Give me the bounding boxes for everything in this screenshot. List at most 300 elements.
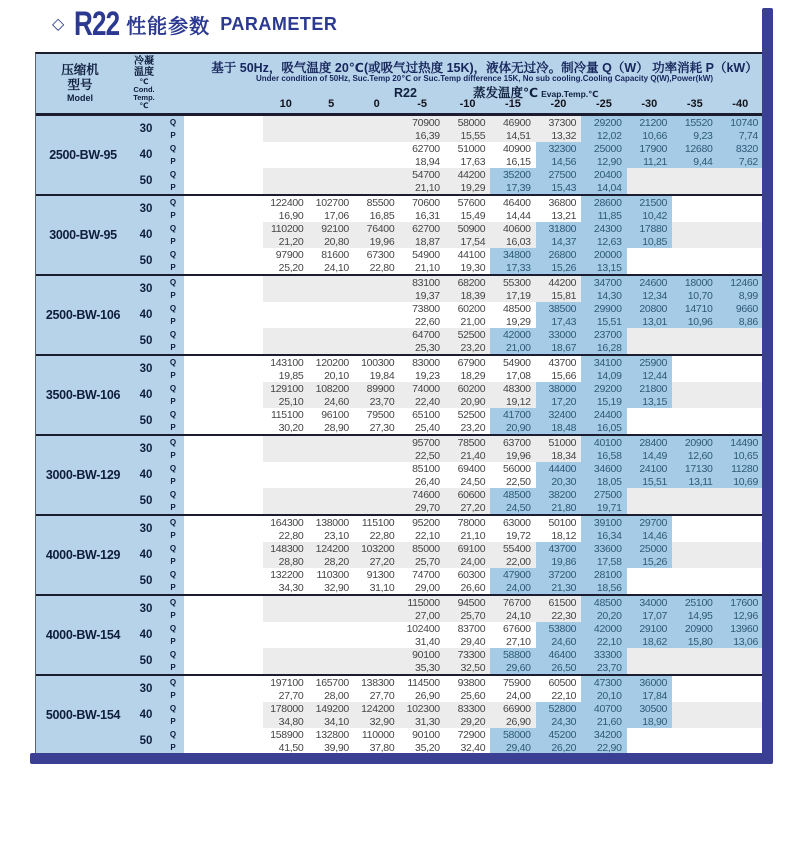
data-cell: 43700	[548, 356, 577, 369]
data-cell	[263, 155, 308, 168]
data-cell: 18,62	[627, 635, 672, 648]
model-header-cn1: 压缩机	[61, 63, 99, 77]
cond-temp-column	[130, 196, 162, 274]
data-cell: 46900	[490, 116, 535, 129]
data-cell: 24,10	[324, 261, 349, 274]
data-cell: 17,39	[490, 181, 535, 194]
data-cell	[308, 168, 353, 181]
data-cell	[354, 116, 399, 129]
data-cell: 17880	[627, 222, 672, 235]
cond-temp-value: 30	[139, 683, 153, 695]
data-cell	[354, 488, 399, 501]
data-cell: 48500	[581, 596, 626, 609]
data-cell: 197100	[270, 676, 304, 689]
data-cell	[308, 155, 353, 168]
data-cell: 13,01	[627, 315, 672, 328]
data-cell: 25,70	[399, 555, 444, 568]
data-cell: 47300	[581, 676, 626, 689]
data-cell	[672, 395, 717, 408]
data-cell: 60600	[445, 488, 490, 501]
data-cell	[627, 488, 672, 501]
data-cell: 10,66	[627, 129, 672, 142]
data-cell: 26,50	[536, 661, 581, 674]
data-cell: 17,58	[581, 555, 626, 568]
data-cell	[354, 596, 399, 609]
data-cell: 21,40	[445, 449, 490, 462]
data-cell: 25,10	[263, 395, 308, 408]
data-cell	[263, 276, 308, 289]
data-cell: 78000	[457, 516, 486, 529]
refrigerant-label: R22	[394, 86, 417, 100]
data-cell: 27,20	[354, 555, 399, 568]
qp-label: P	[170, 423, 176, 432]
data-cell	[263, 449, 308, 462]
data-cell	[718, 222, 763, 235]
data-rows	[184, 276, 763, 354]
data-cell: 34600	[581, 462, 626, 475]
data-cell: 95200	[412, 516, 440, 529]
data-cell	[672, 568, 717, 581]
data-row	[184, 689, 763, 702]
data-row	[184, 248, 763, 261]
data-row	[184, 181, 763, 194]
data-cell: 34,30	[278, 581, 304, 594]
data-cell: 20,10	[581, 689, 626, 702]
data-row	[184, 168, 763, 181]
data-cell: 11280	[718, 462, 763, 475]
data-cell: 17,54	[445, 235, 490, 248]
data-cell	[672, 542, 717, 555]
data-cell: 24,00	[490, 581, 535, 594]
data-row	[184, 529, 763, 542]
data-row	[184, 276, 763, 289]
data-cell: 26,90	[490, 715, 535, 728]
data-cell	[354, 142, 399, 155]
data-cell: 18,67	[536, 341, 581, 354]
qp-label: P	[170, 397, 176, 406]
data-cell: 94500	[445, 596, 490, 609]
data-cell: 22,50	[505, 475, 531, 488]
model-block	[36, 116, 763, 196]
data-cell: 19,96	[354, 235, 399, 248]
data-cell	[718, 382, 763, 395]
data-cell	[718, 261, 763, 274]
data-cell: 21,00	[490, 341, 535, 354]
data-cell: 21,80	[536, 501, 581, 514]
data-cell	[718, 168, 763, 181]
data-row	[184, 555, 763, 568]
data-cell: 42000	[581, 622, 626, 635]
data-cell: 15,51	[581, 315, 626, 328]
page-title	[52, 6, 337, 42]
cond-temp-value: 50	[139, 335, 153, 347]
data-cell: 35,20	[415, 741, 440, 754]
data-cell: 67300	[366, 248, 395, 261]
data-cell: 14,37	[536, 235, 581, 248]
data-cell: 24,00	[445, 555, 490, 568]
data-cell: 60300	[457, 568, 486, 581]
data-cell: 27,30	[369, 421, 395, 434]
data-cell: 13,06	[718, 635, 763, 648]
data-row	[184, 289, 763, 302]
data-cell	[263, 116, 308, 129]
qp-label: P	[170, 717, 176, 726]
data-cell: 17,43	[536, 315, 581, 328]
data-cell: 31,40	[415, 635, 440, 648]
data-cell: 149200	[308, 702, 353, 715]
data-cell: 28100	[581, 568, 626, 581]
data-cell	[672, 222, 717, 235]
data-cell	[718, 196, 763, 209]
data-cell	[672, 181, 717, 194]
cond-temp-column	[130, 356, 162, 434]
data-cell: 24,50	[490, 501, 535, 514]
data-cell	[627, 168, 672, 181]
data-cell: 10,96	[672, 315, 717, 328]
data-cell: 21800	[627, 382, 672, 395]
data-cell: 73800	[412, 302, 440, 315]
qp-label: Q	[169, 358, 177, 367]
data-cell: 110300	[316, 568, 349, 581]
column-header: -20	[550, 98, 567, 110]
data-cell	[354, 436, 399, 449]
qp-label: Q	[169, 570, 177, 579]
data-cell: 20,10	[324, 369, 349, 382]
data-cell	[718, 421, 763, 434]
data-cell	[627, 501, 672, 514]
data-cell	[354, 475, 399, 488]
data-cell: 29,40	[460, 635, 486, 648]
data-cell: 138000	[315, 516, 349, 529]
data-cell	[354, 289, 399, 302]
title-cn: 性能参数	[126, 15, 211, 38]
data-cell: 25100	[672, 596, 717, 609]
data-cell: 23,70	[581, 661, 626, 674]
data-cell	[672, 235, 717, 248]
qp-label: P	[170, 291, 176, 300]
data-cell: 8320	[718, 142, 763, 155]
qp-label: P	[170, 691, 176, 700]
data-cell: 14490	[718, 436, 763, 449]
data-cell: 19,12	[490, 395, 535, 408]
data-cell: 7,74	[718, 129, 763, 142]
data-row	[184, 715, 763, 728]
data-cell: 42000	[490, 328, 535, 341]
data-cell	[672, 501, 717, 514]
data-cell	[354, 341, 399, 354]
data-cell: 58800	[490, 648, 535, 661]
data-cell: 129100	[263, 382, 308, 395]
data-cell	[718, 648, 763, 661]
data-cell: 110000	[361, 728, 395, 741]
data-cell: 17,19	[490, 289, 535, 302]
data-cell: 29,70	[399, 501, 444, 514]
data-cell: 28400	[627, 436, 672, 449]
cond-temp-value: 50	[139, 415, 153, 427]
data-cell: 17,06	[324, 209, 349, 222]
cond-temp-value: 30	[139, 443, 153, 455]
data-cell	[308, 302, 353, 315]
data-cell: 29900	[581, 302, 626, 315]
data-cell	[718, 689, 763, 702]
data-cell: 21,10	[399, 181, 444, 194]
data-cell: 19,86	[536, 555, 581, 568]
data-cell: 46400	[503, 196, 531, 209]
qp-label: P	[170, 263, 176, 272]
qp-label: P	[170, 503, 176, 512]
data-cell: 74600	[399, 488, 444, 501]
data-cell	[354, 635, 399, 648]
data-cell: 21,00	[460, 315, 486, 328]
data-cell: 40900	[503, 142, 531, 155]
data-cell: 17,20	[536, 395, 581, 408]
temp-header-en1: Cond.	[133, 85, 155, 94]
data-cell	[718, 209, 763, 222]
data-cell: 85000	[399, 542, 444, 555]
data-cell	[718, 248, 763, 261]
data-cell: 65100	[412, 408, 440, 421]
qp-label: P	[170, 663, 176, 672]
data-cell: 33000	[536, 328, 581, 341]
column-header: -10	[459, 98, 476, 110]
cond-temp-value: 30	[139, 123, 153, 135]
data-cell	[263, 129, 308, 142]
data-cell: 22,90	[581, 741, 626, 754]
data-row	[184, 116, 763, 129]
temp-header-cn1: 冷凝	[134, 56, 154, 67]
data-cell: 17,84	[627, 689, 672, 702]
data-cell: 27500	[536, 168, 581, 181]
qp-label: Q	[169, 438, 177, 447]
data-cell: 22,10	[415, 529, 440, 542]
column-header: 5	[328, 98, 335, 110]
data-cell: 48300	[490, 382, 535, 395]
data-cell: 47900	[490, 568, 535, 581]
data-cell: 36800	[548, 196, 577, 209]
cond-temp-column	[130, 516, 162, 594]
data-cell: 29,20	[445, 715, 490, 728]
data-cell	[627, 341, 672, 354]
data-cell	[308, 341, 353, 354]
data-cell: 9,44	[672, 155, 717, 168]
data-cell	[263, 661, 308, 674]
data-cell	[308, 488, 353, 501]
data-cell: 29,00	[415, 581, 440, 594]
model-block	[36, 276, 763, 356]
data-cell	[718, 235, 763, 248]
data-cell	[627, 261, 672, 274]
data-cell: 23,70	[354, 395, 399, 408]
data-row	[184, 635, 763, 648]
data-cell	[308, 315, 353, 328]
data-cell: 26,60	[460, 581, 486, 594]
data-cell: 14,46	[627, 529, 672, 542]
data-cell: 28,20	[308, 555, 353, 568]
data-cell: 29700	[627, 516, 672, 529]
data-cell: 52500	[457, 408, 486, 421]
data-cell: 27,70	[278, 689, 304, 702]
data-cell	[308, 661, 353, 674]
data-cell: 27,70	[369, 689, 395, 702]
data-cell	[627, 248, 672, 261]
data-cell	[627, 661, 672, 674]
data-row	[184, 261, 763, 274]
qp-label: P	[170, 237, 176, 246]
temp-header-en2: Temp.	[133, 93, 155, 102]
data-cell: 35200	[490, 168, 535, 181]
data-cell	[263, 168, 308, 181]
data-cell	[308, 142, 353, 155]
data-cell: 15,26	[536, 261, 581, 274]
data-row	[184, 516, 763, 529]
data-rows	[184, 436, 763, 514]
data-row	[184, 622, 763, 635]
data-cell: 74700	[412, 568, 440, 581]
data-cell	[718, 542, 763, 555]
data-cell: 19,72	[505, 529, 531, 542]
data-cell	[354, 462, 399, 475]
data-cell: 19,37	[399, 289, 444, 302]
data-cell: 20,90	[490, 421, 535, 434]
data-cell: 69100	[445, 542, 490, 555]
data-cell: 17,07	[627, 609, 672, 622]
qp-label: P	[170, 131, 176, 140]
data-cell: 17600	[718, 596, 763, 609]
model-block	[36, 596, 763, 676]
qp-label-column	[162, 196, 184, 274]
model-name: 2500-BW-106	[45, 308, 121, 322]
temp-header-c1: ℃	[139, 77, 149, 86]
data-cell: 97900	[275, 248, 304, 261]
data-cell: 51000	[536, 436, 581, 449]
data-cell: 22,50	[399, 449, 444, 462]
data-cell: 60500	[548, 676, 577, 689]
data-row	[184, 155, 763, 168]
data-cell	[672, 648, 717, 661]
evap-temp-columns	[263, 98, 763, 110]
data-cell: 16,05	[581, 421, 626, 434]
data-cell: 15,43	[536, 181, 581, 194]
data-cell: 124200	[308, 542, 353, 555]
bottom-frame-bar	[30, 753, 773, 764]
data-cell: 85100	[412, 462, 440, 475]
data-row	[184, 382, 763, 395]
qp-label: Q	[169, 678, 177, 687]
qp-label: P	[170, 451, 176, 460]
data-cell: 63700	[490, 436, 535, 449]
data-cell	[672, 408, 717, 421]
data-cell: 10,69	[718, 475, 763, 488]
data-cell	[263, 475, 308, 488]
data-cell: 83300	[445, 702, 490, 715]
data-cell: 67900	[457, 356, 486, 369]
qp-label: Q	[169, 704, 177, 713]
cond-temp-column	[130, 676, 162, 754]
data-row	[184, 142, 763, 155]
data-row	[184, 341, 763, 354]
data-cell: 15,80	[672, 635, 717, 648]
data-cell	[308, 328, 353, 341]
data-cell	[263, 488, 308, 501]
data-cell: 102700	[315, 196, 349, 209]
data-cell: 12,63	[581, 235, 626, 248]
cond-temp-value: 40	[139, 229, 153, 241]
data-cell: 38000	[536, 382, 581, 395]
data-cell: 30500	[627, 702, 672, 715]
data-cell	[263, 436, 308, 449]
data-cell: 67600	[503, 622, 531, 635]
data-cell: 69400	[457, 462, 486, 475]
data-cell	[627, 181, 672, 194]
qp-label: Q	[169, 198, 177, 207]
data-cell: 10,70	[672, 289, 717, 302]
data-cell: 132800	[315, 728, 349, 741]
data-cell: 24,50	[460, 475, 486, 488]
data-cell: 20900	[672, 436, 717, 449]
data-row	[184, 449, 763, 462]
data-cell: 25000	[581, 142, 626, 155]
data-cell: 51000	[457, 142, 486, 155]
qp-label: P	[170, 477, 176, 486]
data-cell	[354, 661, 399, 674]
data-cell	[718, 369, 763, 382]
data-cell: 114500	[407, 676, 440, 689]
data-row	[184, 315, 763, 328]
qp-label-column	[162, 356, 184, 434]
data-cell: 60200	[457, 302, 486, 315]
cond-temp-column	[130, 276, 162, 354]
data-cell: 18000	[672, 276, 717, 289]
data-row	[184, 596, 763, 609]
data-rows	[184, 196, 763, 274]
data-cell: 26,90	[415, 689, 440, 702]
model-block	[36, 436, 763, 516]
data-cell: 21,20	[263, 235, 308, 248]
cond-temp-value: 50	[139, 495, 153, 507]
qp-label: P	[170, 637, 176, 646]
data-cell: 55300	[490, 276, 535, 289]
data-cell: 26800	[536, 248, 581, 261]
data-cell: 15,19	[581, 395, 626, 408]
cond-temp-value: 40	[139, 389, 153, 401]
qp-label-column	[162, 276, 184, 354]
qp-label: Q	[169, 170, 177, 179]
qp-label-column	[162, 516, 184, 594]
data-cell: 32400	[536, 408, 581, 421]
qp-label: Q	[169, 730, 177, 739]
data-cell: 15,26	[627, 555, 672, 568]
data-cell: 90100	[412, 728, 440, 741]
cond-temp-value: 40	[139, 709, 153, 721]
data-rows	[184, 356, 763, 434]
cond-temp-value: 40	[139, 549, 153, 561]
data-cell: 16,31	[415, 209, 440, 222]
data-cell: 9,23	[672, 129, 717, 142]
model-name: 3000-BW-95	[49, 228, 117, 242]
data-cell	[263, 315, 308, 328]
data-cell: 19,85	[278, 369, 304, 382]
data-cell: 23700	[581, 328, 626, 341]
model-name: 4000-BW-154	[45, 628, 121, 642]
data-cell: 100300	[361, 356, 395, 369]
data-cell	[672, 209, 717, 222]
data-cell: 24,60	[308, 395, 353, 408]
data-cell: 27500	[581, 488, 626, 501]
data-cell: 24,10	[490, 609, 535, 622]
data-cell: 12,34	[627, 289, 672, 302]
data-cell: 40600	[490, 222, 535, 235]
data-cell: 21,10	[415, 261, 440, 274]
